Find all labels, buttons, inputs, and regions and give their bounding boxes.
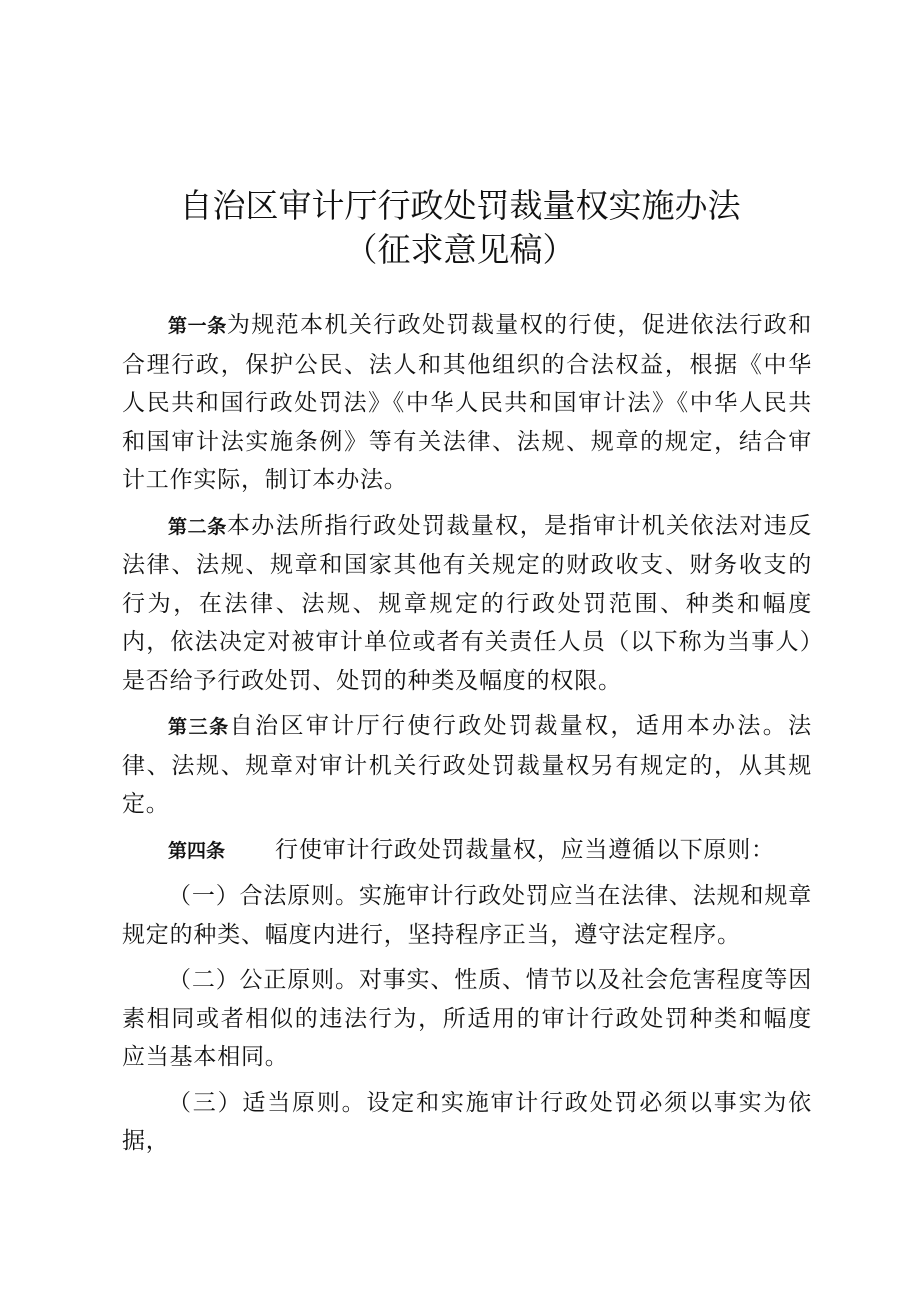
article-1-text: 为规范本机关行政处罚裁量权的行使，促进依法行政和合理行政，保护公民、法人和其他组织的合法权益，根据《中华人民共和国行政处罚法》《中华人民共和国审计法》《中华人民共和国审计法实施条例》等有关法律、法规、规章的规定，结合审计工作实际，制订本办法。 xyxy=(122,312,812,493)
document-body xyxy=(122,306,812,1161)
article-3 xyxy=(122,707,812,824)
article-3-text: 自治区审计厅行使行政处罚裁量权，适用本办法。法律、法规、规章对审计机关行政处罚裁量权另有规定的，从其规定。 xyxy=(122,713,812,817)
principle-2: （二）公正原则。对事实、性质、情节以及社会危害程度等因素相同或者相似的违法行为，所适用的审计行政处罚种类和幅度应当基本相同。 xyxy=(122,967,812,1070)
principle-1: （一）合法原则。实施审计行政处罚应当在法律、法规和规章规定的种类、幅度内进行，坚持程序正当，遵守法定程序。 xyxy=(122,883,812,948)
article-1-label: 第一条 xyxy=(168,315,227,337)
article-4-text: 行使审计行政处罚裁量权，应当遵循以下原则： xyxy=(275,836,775,863)
principle-3: （三）适当原则。设定和实施审计行政处罚必须以事实为依据， xyxy=(122,1089,812,1154)
article-4 xyxy=(122,831,812,871)
article-2-label: 第二条 xyxy=(168,515,227,538)
article-2-text: 本办法所指行政处罚裁量权，是指审计机关依法对违反法律、法规、规章和国家其他有关规定的财政收支、财务收支的行为，在法律、法规、规章规定的行政处罚范围、种类和幅度内，依法决定对被审计单位或者有关责任人员（以下称为当事人）是否给予行政处罚、处罚的种类及幅度的权限。 xyxy=(122,512,812,694)
article-3-label: 第三条 xyxy=(168,716,230,738)
document-title: 自治区审计厅行政处罚裁量权实施办法 xyxy=(179,186,741,225)
article-4-label: 第四条 xyxy=(168,839,226,862)
article-1 xyxy=(122,306,812,500)
document-subtitle: （征求意见稿） xyxy=(344,230,576,269)
article-2 xyxy=(122,507,812,701)
